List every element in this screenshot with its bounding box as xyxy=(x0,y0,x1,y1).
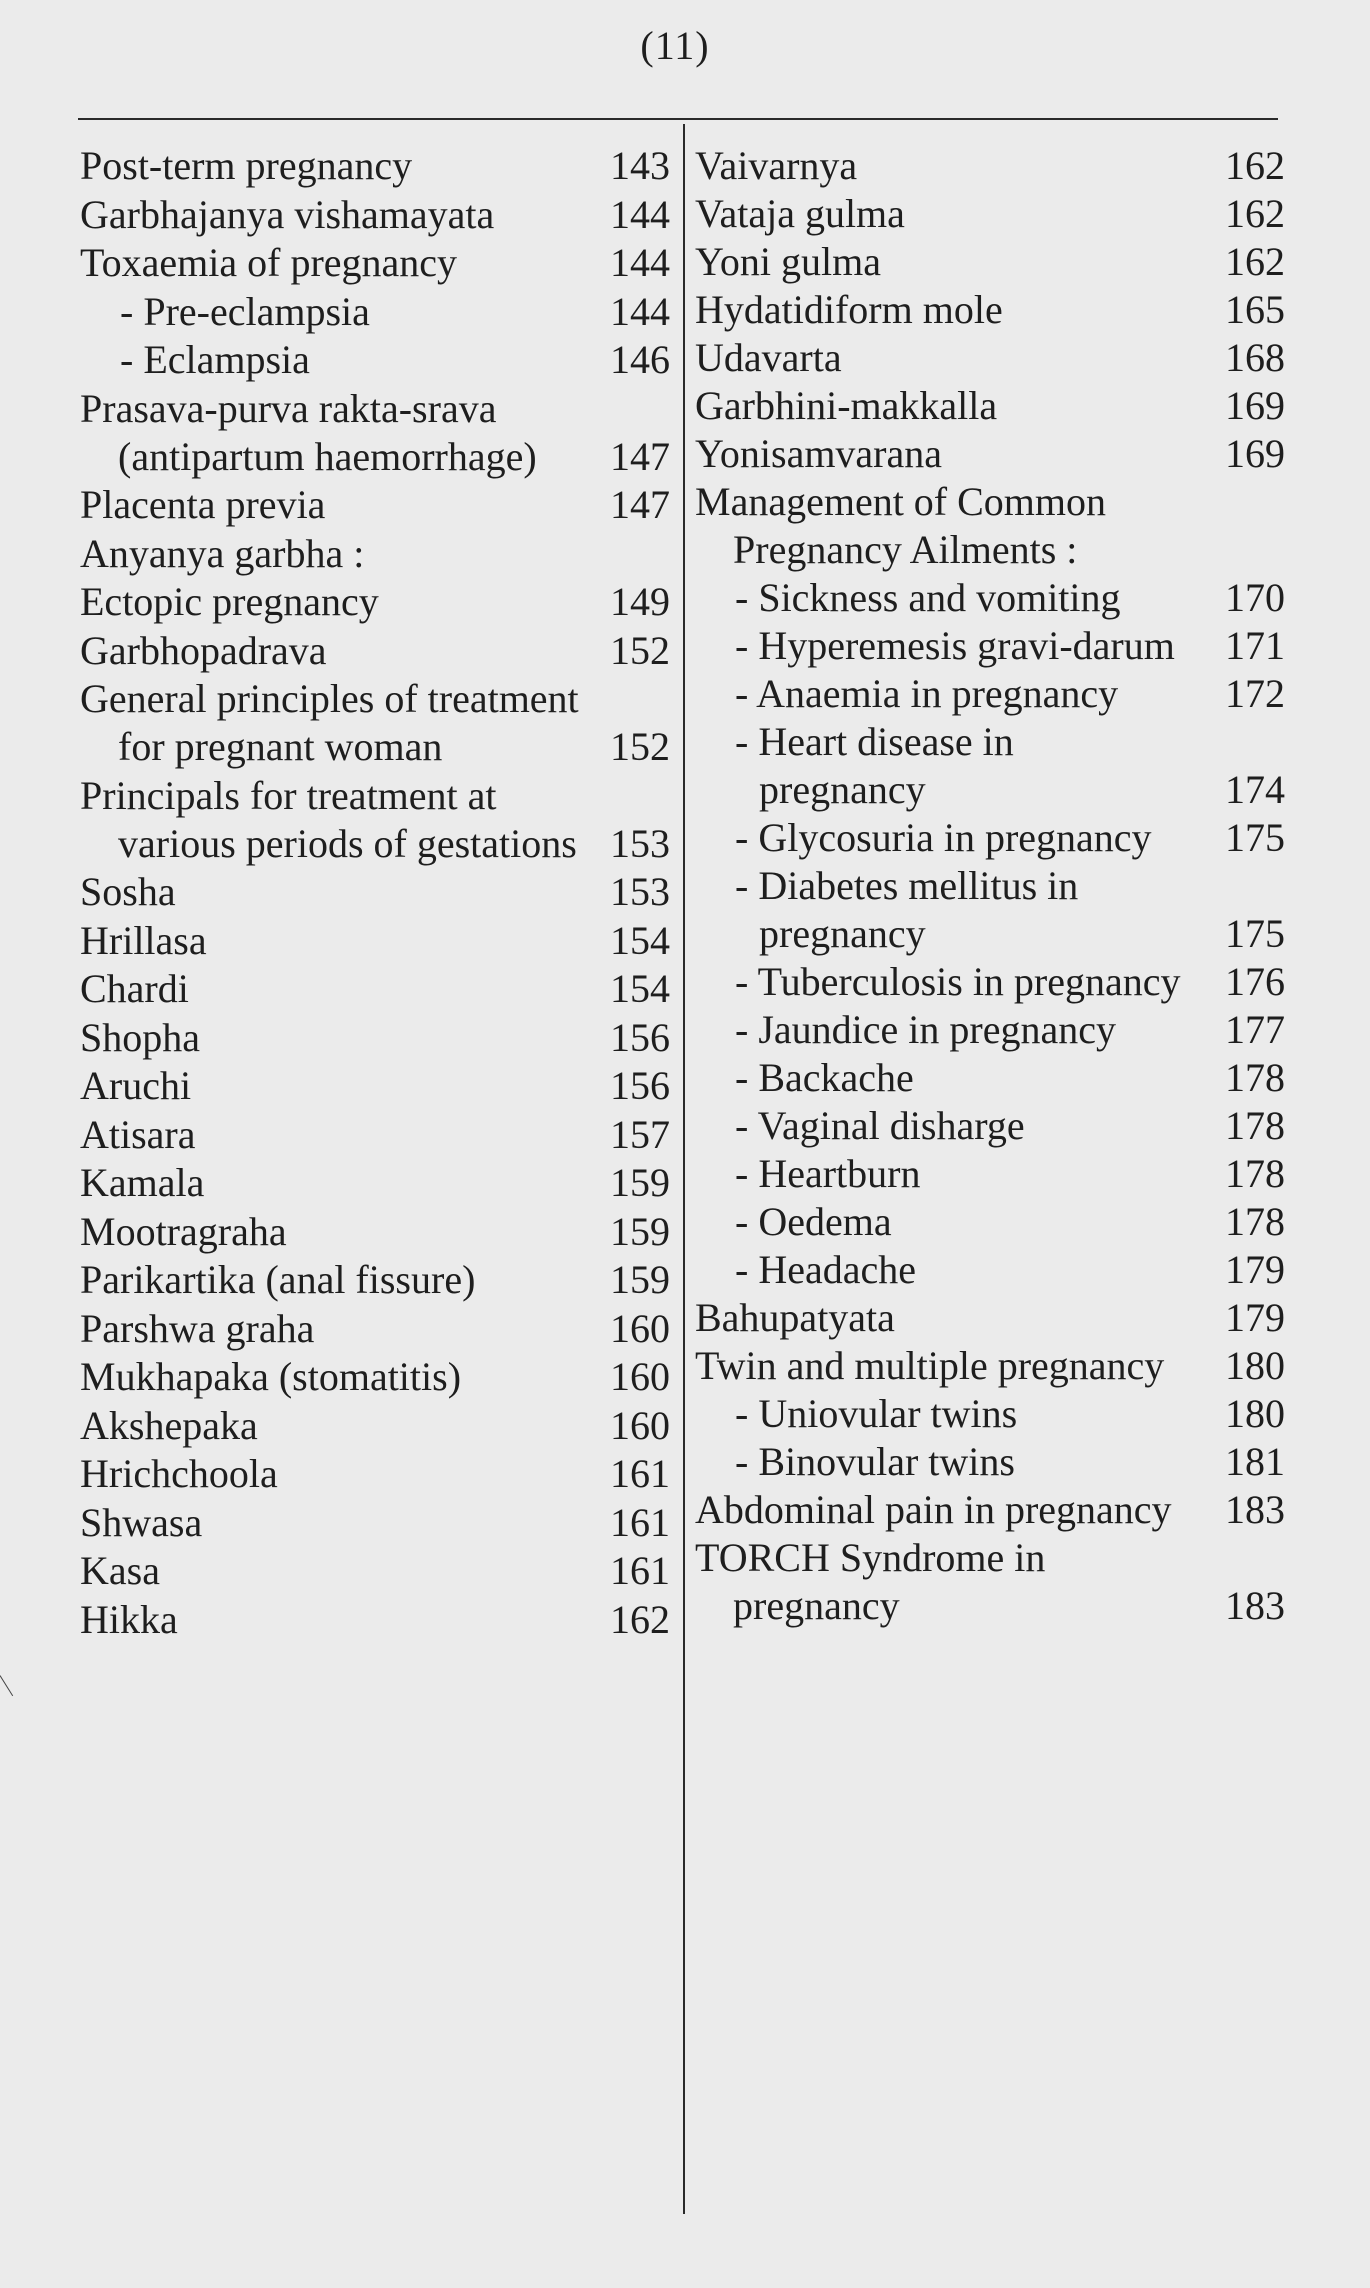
toc-entry-label: Kasa xyxy=(80,1548,160,1593)
toc-entry xyxy=(80,191,670,239)
toc-entry-page: 169 xyxy=(1225,383,1285,428)
toc-entry-page: 168 xyxy=(1225,335,1285,380)
toc-entry-label: Shopha xyxy=(80,1014,200,1060)
toc-entry-page: 178 xyxy=(1225,1055,1285,1100)
toc-entry-page: 180 xyxy=(1225,1343,1285,1388)
toc-entry xyxy=(695,190,1285,238)
toc-entry xyxy=(695,1150,1285,1198)
toc-entry-page: 161 xyxy=(610,1548,670,1593)
toc-entry xyxy=(80,481,670,529)
toc-entry-page: 176 xyxy=(1225,959,1285,1004)
toc-entry-page: 154 xyxy=(610,966,670,1011)
toc-entry xyxy=(695,862,1285,958)
toc-entry xyxy=(695,1294,1285,1342)
toc-entry xyxy=(80,917,670,965)
stray-mark xyxy=(0,1675,13,1696)
toc-entry xyxy=(80,675,670,771)
toc-entry-label: Post-term pregnancy xyxy=(80,143,413,188)
toc-entry xyxy=(80,1596,670,1644)
toc-right-column xyxy=(695,142,1285,1630)
toc-entry-label: Parshwa graha xyxy=(80,1305,315,1351)
toc-entry-page: 153 xyxy=(610,820,670,866)
toc-entry-page: 178 xyxy=(1225,1199,1285,1244)
toc-entry-page: 177 xyxy=(1225,1007,1285,1052)
toc-entry-page: 144 xyxy=(610,191,670,237)
toc-entry xyxy=(695,430,1285,478)
toc-entry xyxy=(80,627,670,675)
toc-entry-label: Yoni gulma xyxy=(695,239,881,284)
toc-entry-page: 162 xyxy=(1225,191,1285,236)
toc-entry xyxy=(80,288,670,336)
toc-entry-label: Chardi xyxy=(80,966,189,1011)
toc-entry-label: Mootragraha xyxy=(80,1208,287,1254)
toc-entry-label: - Uniovular twins xyxy=(735,1391,1018,1436)
toc-entry-page: 172 xyxy=(1225,671,1285,716)
toc-entry-label: - Vaginal disharge xyxy=(735,1103,1025,1148)
toc-entry xyxy=(695,622,1285,670)
toc-entry xyxy=(80,239,670,287)
toc-entry-label: Prasava-purva rakta-srava (antipartum haemorrhage) xyxy=(80,385,537,479)
toc-entry-label: Shwasa xyxy=(80,1499,203,1545)
column-divider xyxy=(683,124,685,2214)
toc-entry xyxy=(80,1256,670,1304)
toc-entry-page: 152 xyxy=(610,724,670,769)
toc-entry-label: Yonisamvarana xyxy=(695,431,943,476)
toc-entry-label: - Heart disease in pregnancy xyxy=(735,719,1014,812)
toc-entry-label: - Headache xyxy=(735,1247,916,1292)
toc-entry xyxy=(80,1208,670,1256)
toc-entry xyxy=(80,1499,670,1547)
toc-entry-page: 178 xyxy=(1225,1151,1285,1196)
toc-entry xyxy=(695,958,1285,1006)
toc-entry-label: Aruchi xyxy=(80,1063,192,1108)
toc-entry xyxy=(695,1006,1285,1054)
toc-entry-label: Abdominal pain in pregnancy xyxy=(695,1487,1172,1532)
toc-entry-page: 147 xyxy=(610,433,670,479)
page-number: (11) xyxy=(640,23,710,68)
toc-entry-label: Garbhopadrava xyxy=(80,627,327,673)
toc-entry-label: Bahupatyata xyxy=(695,1295,895,1340)
toc-entry xyxy=(695,1390,1285,1438)
toc-entry-label: - Glycosuria in pregnancy xyxy=(735,815,1152,860)
toc-entry-page: 144 xyxy=(610,288,670,334)
toc-entry-page: 180 xyxy=(1225,1391,1285,1436)
toc-entry-label: - Heartburn xyxy=(735,1151,921,1196)
toc-entry-page: 156 xyxy=(610,1014,670,1060)
toc-entry-page: 165 xyxy=(1225,287,1285,332)
toc-entry-label: - Sickness and vomiting xyxy=(735,575,1121,620)
toc-entry xyxy=(695,814,1285,862)
toc-entry xyxy=(695,334,1285,382)
toc-entry-label: Hydatidiform mole xyxy=(695,287,1003,332)
toc-entry-page: 183 xyxy=(1225,1583,1285,1628)
toc-entry-page: 160 xyxy=(610,1305,670,1351)
toc-entry-page: 159 xyxy=(610,1160,670,1205)
toc-entry xyxy=(695,478,1285,574)
toc-entry-page: 162 xyxy=(610,1596,670,1642)
toc-entry-label: - Anaemia in pregnancy xyxy=(735,671,1119,716)
toc-entry-page: 170 xyxy=(1225,575,1285,620)
toc-entry-label: - Pre-eclampsia xyxy=(120,288,370,334)
toc-entry-label: - Oedema xyxy=(735,1199,892,1244)
toc-entry-label: Vataja gulma xyxy=(695,191,905,236)
toc-entry xyxy=(695,1198,1285,1246)
top-rule xyxy=(78,118,1278,120)
toc-entry-page: 175 xyxy=(1225,911,1285,956)
toc-entry-label: Twin and multiple pregnancy xyxy=(695,1343,1165,1388)
toc-entry-page: 153 xyxy=(610,869,670,914)
toc-entry-label: Hrillasa xyxy=(80,917,207,963)
toc-entry-page: 152 xyxy=(610,627,670,673)
toc-entry-page: 174 xyxy=(1225,767,1285,812)
toc-entry xyxy=(695,1534,1285,1630)
toc-entry-label: Hikka xyxy=(80,1596,178,1642)
toc-entry-page: 181 xyxy=(1225,1439,1285,1484)
toc-entry-label: Parikartika (anal fissure) xyxy=(80,1257,476,1302)
toc-entry-page: 169 xyxy=(1225,431,1285,476)
toc-entry xyxy=(80,1547,670,1595)
toc-entry xyxy=(80,1305,670,1353)
toc-entry xyxy=(695,670,1285,718)
toc-entry-label: - Hyperemesis gravi-darum xyxy=(735,623,1175,668)
toc-entry-page: 178 xyxy=(1225,1103,1285,1148)
toc-entry-label: Placenta previa xyxy=(80,482,326,527)
toc-entry-label: Principals for treatment at various periods of gestations xyxy=(80,772,577,866)
toc-entry-label: Kamala xyxy=(80,1160,205,1205)
toc-entry xyxy=(80,1062,670,1110)
toc-entry xyxy=(695,142,1285,190)
toc-entry-page: 160 xyxy=(610,1402,670,1448)
toc-entry-page: 156 xyxy=(610,1063,670,1108)
toc-entry-label: Akshepaka xyxy=(80,1402,258,1448)
toc-entry-label: - Backache xyxy=(735,1055,914,1100)
toc-entry xyxy=(80,1159,670,1207)
toc-entry-page: 159 xyxy=(610,1208,670,1254)
toc-entry xyxy=(80,1014,670,1062)
toc-entry xyxy=(695,1438,1285,1486)
toc-entry-label: Vaivarnya xyxy=(695,143,858,188)
toc-entry-page: 147 xyxy=(610,482,670,527)
toc-entry xyxy=(695,1102,1285,1150)
toc-entry-label: Garbhajanya vishamayata xyxy=(80,191,495,237)
toc-entry-page: 183 xyxy=(1225,1487,1285,1532)
toc-entry-label: Garbhini-makkalla xyxy=(695,383,998,428)
toc-entry xyxy=(695,574,1285,622)
toc-entry-label: - Jaundice in pregnancy xyxy=(735,1007,1116,1052)
toc-entry-label: Ectopic pregnancy xyxy=(80,579,379,624)
toc-entry xyxy=(80,336,670,384)
toc-entry-page: 179 xyxy=(1225,1295,1285,1340)
toc-entry xyxy=(695,382,1285,430)
toc-entry-label: Toxaemia of pregnancy xyxy=(80,240,458,285)
toc-entry-label: General principles of treatment for pregnant woman xyxy=(80,676,579,769)
toc-entry-label: Anyanya garbha : xyxy=(80,530,365,576)
toc-entry-label: Sosha xyxy=(80,869,176,914)
toc-entry xyxy=(80,1353,670,1401)
toc-entry xyxy=(80,1111,670,1159)
toc-entry-label: Atisara xyxy=(80,1111,196,1157)
toc-entry xyxy=(695,1054,1285,1102)
toc-entry-page: 144 xyxy=(610,240,670,285)
toc-entry-page: 161 xyxy=(610,1499,670,1545)
toc-entry-label: - Binovular twins xyxy=(735,1439,1015,1484)
toc-entry xyxy=(80,530,670,578)
toc-entry-label: Hrichchoola xyxy=(80,1451,278,1496)
toc-entry xyxy=(80,1450,670,1498)
toc-entry-page: 160 xyxy=(610,1354,670,1399)
toc-entry-label: TORCH Syndrome in pregnancy xyxy=(695,1535,1046,1628)
toc-entry xyxy=(695,718,1285,814)
toc-entry-page: 143 xyxy=(610,143,670,188)
toc-entry xyxy=(695,286,1285,334)
toc-entry xyxy=(80,142,670,190)
toc-entry-label: - Eclampsia xyxy=(120,337,310,382)
toc-entry-page: 171 xyxy=(1225,623,1285,668)
toc-entry xyxy=(695,1246,1285,1294)
toc-entry-page: 159 xyxy=(610,1257,670,1302)
toc-entry xyxy=(80,965,670,1013)
toc-entry-label: Mukhapaka (stomatitis) xyxy=(80,1354,462,1399)
toc-entry xyxy=(695,238,1285,286)
toc-entry xyxy=(695,1486,1285,1534)
toc-entry xyxy=(80,1402,670,1450)
toc-entry xyxy=(695,1342,1285,1390)
toc-entry-page: 161 xyxy=(610,1451,670,1496)
toc-entry-label: - Tuberculosis in pregnancy xyxy=(735,959,1181,1004)
toc-entry-page: 162 xyxy=(1225,239,1285,284)
toc-entry-label: Management of Common Pregnancy Ailments : xyxy=(695,479,1107,572)
toc-entry-page: 146 xyxy=(610,337,670,382)
toc-left-column xyxy=(80,142,670,1644)
toc-entry-page: 154 xyxy=(610,917,670,963)
toc-entry-page: 162 xyxy=(1225,143,1285,188)
toc-entry-label: - Diabetes mellitus in pregnancy xyxy=(735,863,1079,956)
toc-entry xyxy=(80,578,670,626)
toc-entry-page: 175 xyxy=(1225,815,1285,860)
toc-entry-page: 179 xyxy=(1225,1247,1285,1292)
toc-entry-page: 149 xyxy=(610,579,670,624)
toc-entry-label: Udavarta xyxy=(695,335,842,380)
toc-entry xyxy=(80,868,670,916)
toc-entry xyxy=(80,772,670,868)
toc-entry xyxy=(80,385,670,481)
toc-entry-page: 157 xyxy=(610,1111,670,1157)
